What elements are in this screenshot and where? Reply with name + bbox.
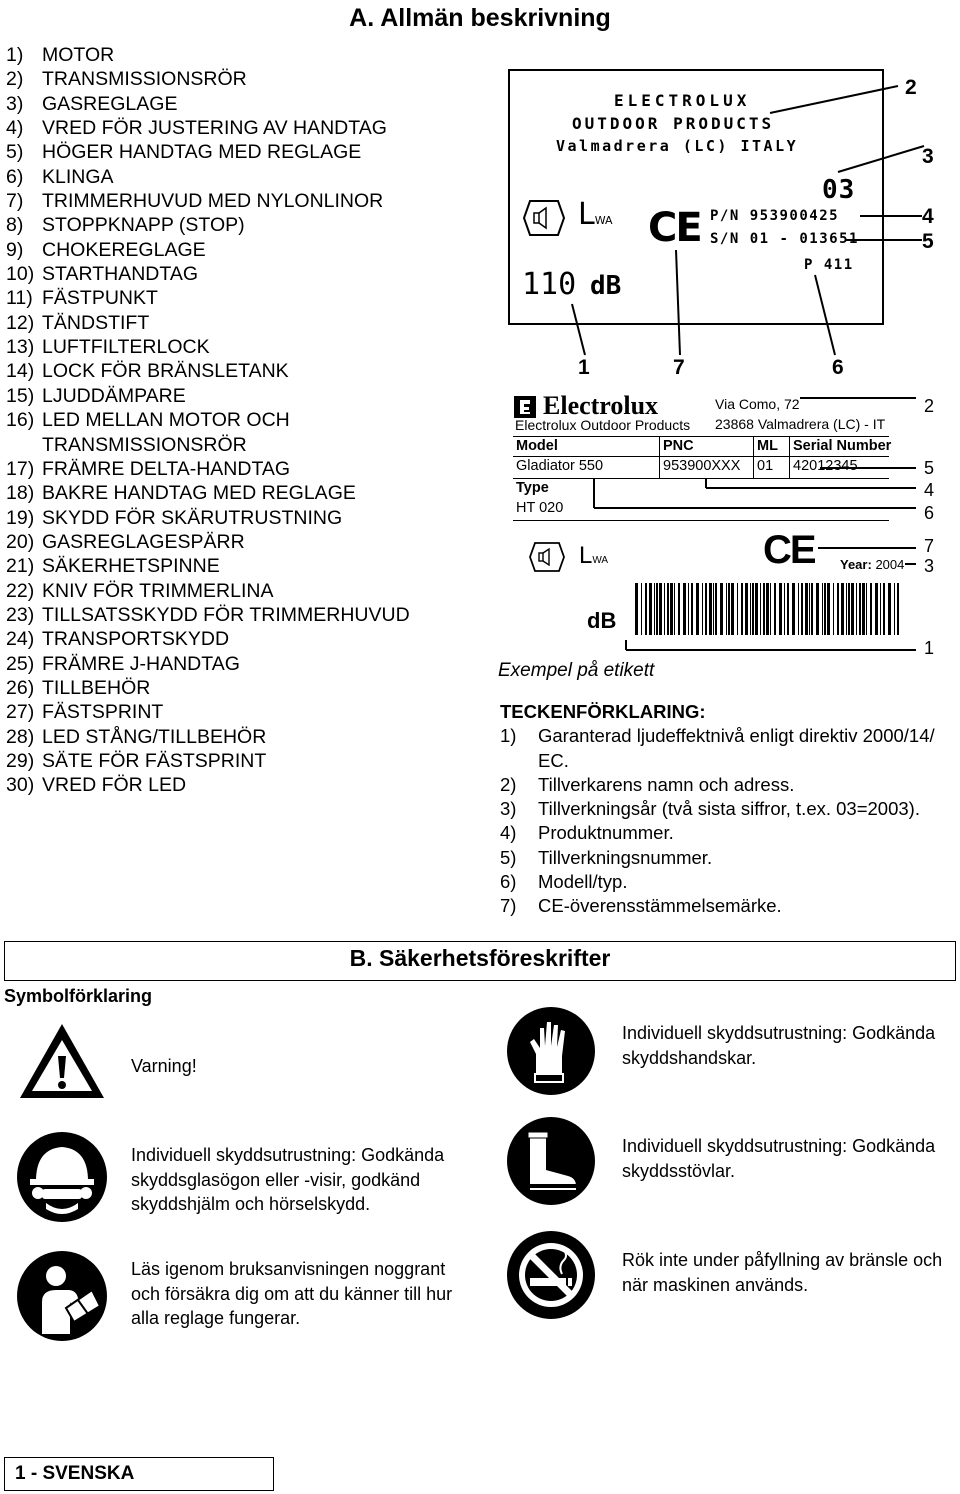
- label2-sub: Electrolux Outdoor Products: [515, 417, 691, 433]
- part-name: TILLSATSSKYDD FÖR TRIMMERHUVUD: [42, 603, 410, 626]
- label2-h-type: Type: [516, 480, 549, 496]
- page-footer: [4, 1457, 274, 1491]
- parts-list: [6, 43, 426, 798]
- legend-item: [500, 821, 950, 845]
- label2-v-ml: 01: [757, 458, 774, 474]
- barcode-graphic: [633, 583, 903, 637]
- part-name: FRÄMRE J-HANDTAG: [42, 652, 240, 675]
- parts-list-item: [6, 554, 426, 578]
- callout-1: 1: [578, 356, 590, 379]
- callout-side-2: 2: [924, 396, 935, 416]
- gloves-text: Individuell skyddsutrustning: Godkända skyddshandskar.: [622, 1023, 936, 1068]
- part-name: KLINGA: [42, 165, 114, 188]
- part-name: CHOKEREGLAGE: [42, 238, 206, 261]
- label-year: 03: [822, 175, 856, 205]
- callout-side-4: 4: [924, 480, 935, 500]
- part-number: 9): [6, 238, 24, 261]
- no-smoking-text: Rök inte under påfyllning av bränsle och när maskinen används.: [622, 1250, 943, 1295]
- page-number: 1 - SVENSKA: [15, 1463, 135, 1484]
- legend-text: Tillverkarens namn och adress.: [538, 773, 795, 795]
- legend-text: EC.: [538, 749, 569, 771]
- part-number: 25): [6, 652, 35, 675]
- legend-text: Garanterad ljudeffektnivå enligt direktiv 2000/14/: [538, 725, 935, 747]
- part-number: 19): [6, 506, 35, 529]
- part-number: 11): [6, 287, 33, 310]
- parts-list-item: [6, 213, 426, 237]
- parts-list-item: [6, 579, 426, 603]
- parts-list-item: [6, 749, 426, 773]
- callout-5: 5: [922, 230, 934, 253]
- parts-list-item: [6, 116, 426, 140]
- part-number: 28): [6, 725, 35, 748]
- part-number: 24): [6, 628, 35, 651]
- part-name: SÄTE FÖR FÄSTSPRINT: [42, 749, 267, 772]
- label2-h-ml: ML: [757, 438, 778, 454]
- warning-text: Varning!: [131, 1056, 197, 1076]
- label-legend: [500, 700, 950, 919]
- part-name: STOPPKNAPP (STOP): [42, 214, 245, 237]
- parts-list-item: [6, 311, 426, 335]
- manual-text: Läs igenom bruksanvisningen noggrant och försäkra dig om att du känner till hur alla reglage fungerar.: [131, 1259, 453, 1328]
- legend-number: 2): [500, 773, 517, 795]
- label-brand: ELECTROLUX: [614, 91, 751, 110]
- label-sn: S/N 01 - 013651: [710, 231, 859, 247]
- legend-number: 4): [500, 822, 517, 844]
- parts-list-item: [6, 481, 426, 505]
- callout-side-7: 7: [924, 536, 935, 556]
- part-name: VRED FÖR JUSTERING AV HANDTAG: [42, 117, 387, 140]
- legend-item: [500, 724, 950, 748]
- label-p: P 411: [804, 257, 854, 273]
- example-caption: Exempel på etikett: [498, 660, 655, 681]
- boots-text: Individuell skyddsutrustning: Godkända skyddsstövlar.: [622, 1136, 936, 1181]
- parts-list-item: [6, 67, 426, 91]
- parts-list-item: [6, 384, 426, 408]
- legend-heading: TECKENFÖRKLARING:: [500, 701, 706, 722]
- part-number: 22): [6, 579, 35, 602]
- label2-db-unit: dB: [587, 608, 617, 633]
- symbol-heading: Symbolförklaring: [4, 986, 153, 1006]
- parts-list-item: [6, 43, 426, 67]
- part-name: FÄSTSPRINT: [42, 701, 164, 724]
- part-name: TRANSPORTSKYDD: [42, 628, 230, 651]
- label-location: Valmadrera (LC) ITALY: [556, 137, 799, 155]
- label-pn: P/N 953900425: [710, 208, 840, 224]
- part-number: 23): [6, 603, 35, 626]
- part-name: TRANSMISSIONSRÖR: [42, 433, 247, 456]
- part-name: SÄKERHETSPINNE: [42, 555, 220, 578]
- callout-6: 6: [832, 356, 844, 379]
- label2-addr1: Via Como, 72: [715, 396, 800, 412]
- parts-list-item: [6, 676, 426, 700]
- part-name: LOCK FÖR BRÄNSLETANK: [42, 360, 289, 383]
- legend-item: [500, 749, 950, 773]
- part-number: 29): [6, 749, 35, 772]
- parts-list-item: [6, 286, 426, 310]
- parts-list-item: [6, 92, 426, 116]
- legend-item: [500, 846, 950, 870]
- helmet-text: Individuell skyddsutrustning: Godkända skyddsglasögon eller -visir, godkänd skyddshjälm och hörselskydd.: [131, 1145, 445, 1214]
- parts-list-item: [6, 603, 426, 627]
- part-number: 5): [6, 141, 24, 164]
- parts-list-item: [6, 335, 426, 359]
- part-number: 30): [6, 774, 35, 797]
- part-name: LED MELLAN MOTOR OCH: [42, 409, 290, 432]
- callout-7: 7: [673, 356, 685, 379]
- parts-list-item: [6, 140, 426, 164]
- speaker-icon: [527, 537, 567, 577]
- parts-list-item: [6, 773, 426, 797]
- label2-v-pnc: 953900XXX: [663, 458, 741, 474]
- label-db-value: 110: [522, 267, 577, 302]
- rating-label-example: [513, 392, 909, 654]
- legend-text: Tillverkningsnummer.: [538, 846, 713, 868]
- parts-list-item: [6, 189, 426, 213]
- part-number: 13): [6, 336, 35, 359]
- legend-item: [500, 797, 950, 821]
- gloves-icon: [506, 1006, 596, 1096]
- legend-text: Produktnummer.: [538, 822, 674, 844]
- electrolux-logo-icon: [513, 395, 537, 419]
- part-name: GASREGLAGE: [42, 92, 178, 115]
- label2-v-serial: 42012345: [793, 458, 858, 474]
- part-name: LJUDDÄMPARE: [42, 384, 186, 407]
- part-name: FÄSTPUNKT: [42, 287, 158, 310]
- part-number: 18): [6, 482, 35, 505]
- part-name: TRANSMISSIONSRÖR: [42, 68, 247, 91]
- callout-side-6: 6: [924, 503, 935, 523]
- part-number: 1): [6, 44, 24, 66]
- callout-3: 3: [922, 145, 934, 168]
- parts-list-item: [6, 238, 426, 262]
- callout-4: 4: [922, 205, 934, 228]
- callout-side-3: 3: [924, 556, 935, 576]
- boots-icon: [506, 1116, 596, 1206]
- part-name: TÄNDSTIFT: [42, 311, 150, 334]
- part-name: LUFTFILTERLOCK: [42, 336, 210, 359]
- label2-year: Year: 2004: [840, 557, 905, 572]
- label2-v-model: Gladiator 550: [516, 458, 604, 474]
- part-number: 17): [6, 457, 35, 480]
- part-name: TRIMMERHUVUD MED NYLONLINOR: [42, 190, 384, 213]
- part-number: 6): [6, 165, 24, 188]
- parts-list-item: [6, 359, 426, 383]
- part-number: 20): [6, 530, 35, 553]
- part-number: 14): [6, 360, 35, 383]
- legend-item: [500, 773, 950, 797]
- parts-list-item: [6, 262, 426, 286]
- label2-v-type: HT 020: [516, 500, 564, 516]
- parts-list-item: [6, 627, 426, 651]
- label2-h-serial: Serial Number: [793, 438, 892, 454]
- parts-list-item: [6, 408, 426, 432]
- part-name: VRED FÖR LED: [42, 774, 187, 797]
- part-name: HÖGER HANDTAG MED REGLAGE: [42, 141, 362, 164]
- warning-triangle-icon: [16, 1020, 108, 1102]
- part-number: 26): [6, 676, 35, 699]
- part-name: MOTOR: [42, 44, 115, 66]
- label2-lwa: LWA: [579, 542, 609, 569]
- label-division: OUTDOOR PRODUCTS: [572, 114, 775, 133]
- label-db-unit: dB: [590, 271, 622, 301]
- parts-list-item: [6, 165, 426, 189]
- part-number: 8): [6, 214, 24, 237]
- part-number: 10): [6, 263, 35, 286]
- part-number: 15): [6, 384, 35, 407]
- part-number: 3): [6, 92, 24, 115]
- label2-h-model: Model: [516, 438, 558, 454]
- part-name: SKYDD FÖR SKÄRUTRUSTNING: [42, 506, 343, 529]
- legend-item: [500, 870, 950, 894]
- helmet-goggles-icon: [16, 1131, 108, 1223]
- part-number: 4): [6, 117, 24, 140]
- label2-brand: Electrolux: [543, 391, 659, 420]
- legend-number: 7): [500, 895, 517, 917]
- part-number: 7): [6, 190, 24, 213]
- callout-2: 2: [905, 76, 917, 99]
- part-number: 2): [6, 68, 24, 91]
- rating-label-photo: [508, 69, 884, 325]
- part-number: 27): [6, 701, 35, 724]
- ce-mark: CE: [648, 205, 701, 251]
- part-number: 12): [6, 311, 35, 334]
- legend-number: 1): [500, 725, 517, 747]
- label-lwa: LWA: [578, 197, 613, 232]
- legend-item: [500, 894, 950, 918]
- part-name: TILLBEHÖR: [42, 676, 151, 699]
- legend-text: Tillverkningsår (två sista siffror, t.ex. 03=2003).: [538, 798, 920, 820]
- parts-list-item: [6, 457, 426, 481]
- parts-list-item: [6, 700, 426, 724]
- part-name: LED STÅNG/TILLBEHÖR: [42, 725, 267, 748]
- part-number: 21): [6, 555, 35, 578]
- legend-number: 3): [500, 798, 517, 820]
- callout-side-1: 1: [924, 638, 935, 658]
- ce-mark: CE: [763, 528, 815, 572]
- section-b-title: B. Säkerhetsföreskrifter: [349, 945, 611, 971]
- read-manual-icon: [16, 1250, 108, 1342]
- parts-list-item: [6, 530, 426, 554]
- label2-h-pnc: PNC: [663, 438, 694, 454]
- part-name: BAKRE HANDTAG MED REGLAGE: [42, 482, 356, 505]
- section-a-title: A. Allmän beskrivning: [349, 4, 611, 32]
- legend-text: CE-överensstämmelsemärke.: [538, 895, 782, 917]
- no-smoking-icon: [506, 1230, 596, 1320]
- parts-list-item: [6, 506, 426, 530]
- speaker-icon: [520, 193, 568, 243]
- legend-number: 5): [500, 846, 517, 868]
- part-name: STARTHANDTAG: [42, 263, 199, 286]
- parts-list-item: [6, 725, 426, 749]
- legend-number: 6): [500, 871, 517, 893]
- callout-side-5: 5: [924, 458, 935, 478]
- part-number: [6, 433, 42, 457]
- part-number: 16): [6, 409, 35, 432]
- parts-list-item: [6, 652, 426, 676]
- label2-addr2: 23868 Valmadrera (LC) - IT: [715, 416, 886, 432]
- part-name: KNIV FÖR TRIMMERLINA: [42, 579, 274, 602]
- part-name: GASREGLAGESPÄRR: [42, 530, 245, 553]
- part-name: FRÄMRE DELTA-HANDTAG: [42, 457, 291, 480]
- legend-text: Modell/typ.: [538, 871, 628, 893]
- parts-list-item: [6, 433, 426, 457]
- legend-number: [500, 749, 538, 773]
